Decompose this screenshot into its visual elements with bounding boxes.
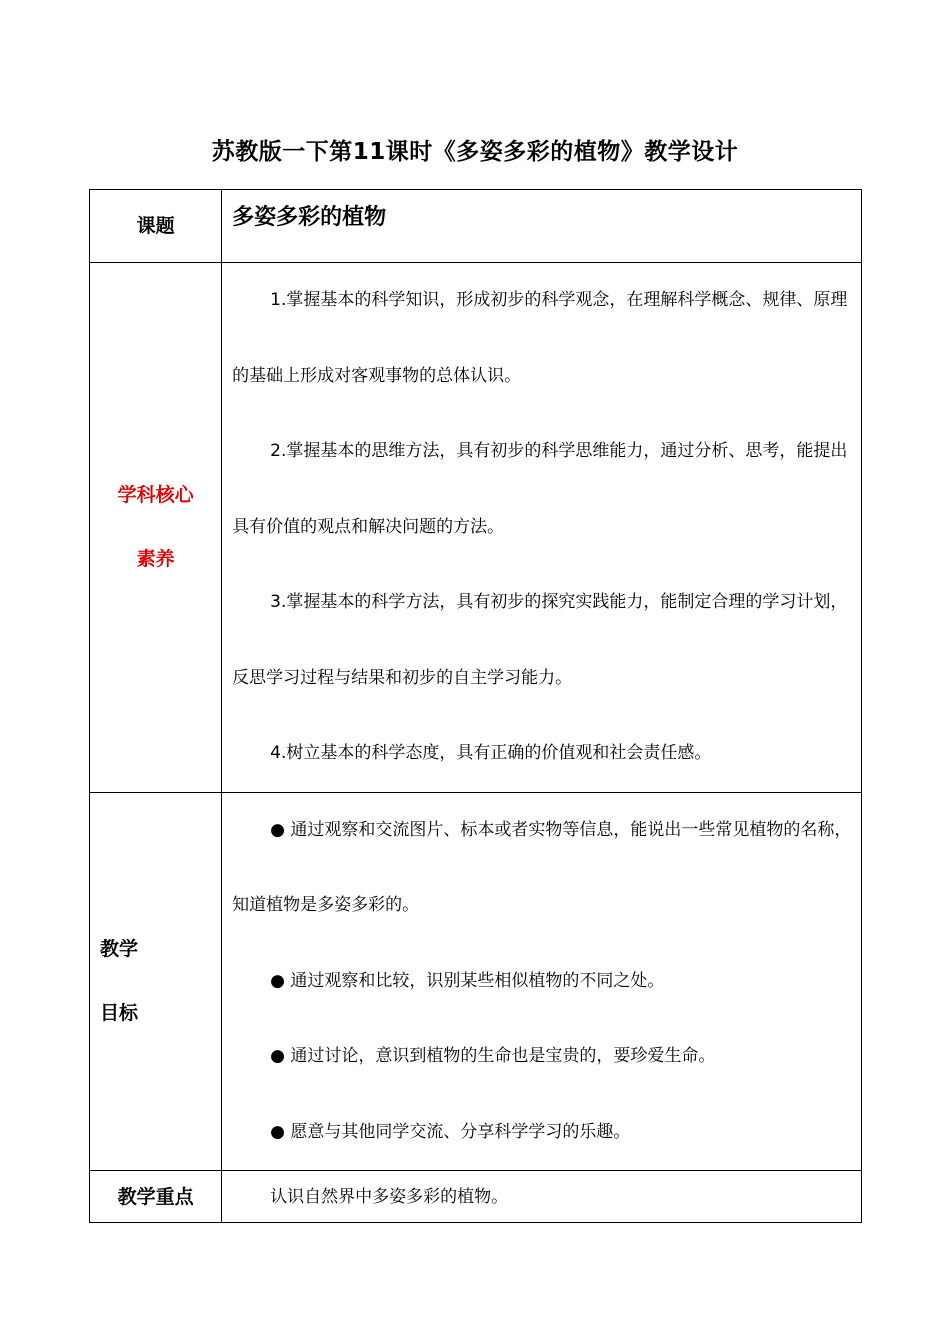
document-title: 苏教版一下第11课时《多姿多彩的植物》教学设计 <box>211 139 739 165</box>
core-literacy-label <box>90 263 222 793</box>
teaching-goal-item: ● 愿意与其他同学交流、分享科学学习的乐趣。 <box>270 1121 631 1142</box>
key-point-value: 认识自然界中多姿多彩的植物。 <box>222 1171 862 1223</box>
teaching-goals-content <box>222 792 862 1171</box>
lesson-plan-table <box>89 189 862 1223</box>
core-literacy-paragraph: 1.掌握基本的科学知识，形成初步的科学观念，在理解科学概念、规律、原理的基础上形成对客观事物的总体认识。 <box>232 290 848 386</box>
core-literacy-content <box>222 263 862 793</box>
teaching-goal-item: ● 通过讨论，意识到植物的生命也是宝贵的，要珍爱生命。 <box>270 1046 716 1066</box>
key-point-label: 教学重点 <box>90 1171 222 1223</box>
core-literacy-label-line1: 学科核心 <box>117 484 194 507</box>
teaching-goals-label-line2: 目标 <box>100 1002 139 1025</box>
teaching-goals-row <box>90 792 862 1171</box>
core-literacy-row <box>90 263 862 793</box>
core-literacy-paragraph: 3.掌握基本的科学方法，具有初步的探究实践能力，能制定合理的学习计划，反思学习过程与结果和初步的自主学习能力。 <box>232 592 848 688</box>
core-literacy-label-line2: 素养 <box>136 548 175 571</box>
topic-row <box>90 190 862 263</box>
topic-value: 多姿多彩的植物 <box>232 205 387 230</box>
key-point-row <box>90 1171 862 1223</box>
teaching-goal-item: ● 通过观察和比较，识别某些相似植物的不同之处。 <box>270 970 665 991</box>
teaching-goals-label <box>90 792 222 1171</box>
topic-label: 课题 <box>90 190 222 263</box>
core-literacy-paragraph: 2.掌握基本的思维方法，具有初步的科学思维能力，通过分析、思考，能提出具有价值的观点和解决问题的方法。 <box>232 441 848 537</box>
core-literacy-paragraph: 4.树立基本的科学态度，具有正确的价值观和社会责任感。 <box>270 743 712 763</box>
teaching-goals-label-line1: 教学 <box>100 938 139 961</box>
teaching-goal-item: ● 通过观察和交流图片、标本或者实物等信息，能说出一些常见植物的名称，知道植物是多姿多彩的。 <box>232 819 852 915</box>
topic-value-cell <box>222 190 862 263</box>
